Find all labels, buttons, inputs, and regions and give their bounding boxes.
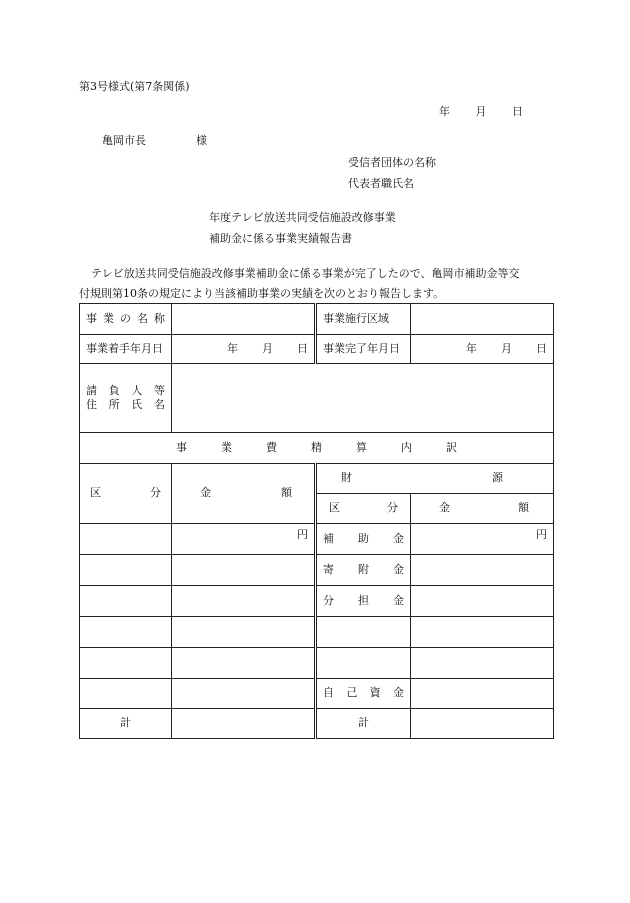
cell-amount[interactable]: 円: [172, 524, 316, 555]
cell-division[interactable]: [80, 617, 172, 648]
table-row: [80, 524, 554, 555]
field-contractor[interactable]: [172, 364, 554, 433]
label-project-name: 事 業 の 名 称: [80, 304, 172, 335]
cell-division[interactable]: [80, 679, 172, 709]
addressee: 亀岡市長: [102, 134, 146, 147]
cell-amount[interactable]: [172, 617, 316, 648]
header-funding: 財 源: [316, 464, 554, 494]
header-amount: 金 額: [172, 464, 316, 524]
cell-total-funding[interactable]: [411, 709, 554, 739]
cell-funding-amount[interactable]: [411, 617, 554, 648]
breakdown-title: 事 業 費 精 算 内 訳: [80, 433, 554, 464]
row-total: [80, 709, 554, 739]
cell-funding-division[interactable]: [316, 617, 411, 648]
row-contractor: [80, 364, 554, 433]
table-row: [80, 555, 554, 586]
cell-total-expense[interactable]: [172, 709, 316, 739]
addressee-suffix: 様: [196, 134, 207, 147]
form-number: 第3号様式(第7条関係): [79, 80, 190, 93]
table-row: [80, 648, 554, 679]
header-funding-division: 区 分: [316, 494, 411, 524]
label-total-expense: 計: [80, 709, 172, 739]
row-dates: [80, 335, 554, 364]
row-header-1: [80, 464, 554, 494]
cell-funding-division[interactable]: [316, 648, 411, 679]
report-table: [79, 303, 554, 739]
cell-own-funds-amount[interactable]: [411, 679, 554, 709]
date-year: 年: [439, 105, 450, 118]
row-breakdown-title: [80, 433, 554, 464]
cell-amount[interactable]: [172, 555, 316, 586]
field-end-date[interactable]: 年 月 日: [411, 335, 554, 364]
report-title-line2: 補助金に係る事業実績報告書: [209, 232, 352, 245]
table-row: [80, 679, 554, 709]
report-title-line1: 年度テレビ放送共同受信施設改修事業: [209, 211, 396, 224]
cell-division[interactable]: [80, 524, 172, 555]
label-donation: 寄 附 金: [316, 555, 411, 586]
field-start-date[interactable]: 年 月 日: [172, 335, 316, 364]
cell-donation-amount[interactable]: [411, 555, 554, 586]
field-project-area[interactable]: [411, 304, 554, 335]
row-project-name: [80, 304, 554, 335]
table-row: [80, 617, 554, 648]
cell-division[interactable]: [80, 648, 172, 679]
org-name-label: 受信者団体の名称: [348, 156, 436, 169]
label-own-funds: 自 己 資 金: [316, 679, 411, 709]
label-subsidy: 補 助 金: [316, 524, 411, 555]
representative-label: 代表者職氏名: [348, 177, 414, 190]
label-share: 分 担 金: [316, 586, 411, 617]
header-funding-amount: 金 額: [411, 494, 554, 524]
body-text-line1: テレビ放送共同受信施設改修事業補助金に係る事業が完了したので、亀岡市補助金等交: [91, 267, 520, 280]
field-project-name[interactable]: [172, 304, 316, 335]
cell-share-amount[interactable]: [411, 586, 554, 617]
cell-amount[interactable]: [172, 648, 316, 679]
label-start-date: 事業着手年月日: [80, 335, 172, 364]
cell-division[interactable]: [80, 586, 172, 617]
date-month: 月: [475, 105, 487, 118]
date-day: 日: [512, 105, 523, 118]
label-end-date: 事業完了年月日: [316, 335, 411, 364]
label-project-area: 事業施行区域: [316, 304, 411, 335]
cell-amount[interactable]: [172, 586, 316, 617]
cell-division[interactable]: [80, 555, 172, 586]
label-total-funding: 計: [316, 709, 411, 739]
body-text-line2: 付規則第10条の規定により当該補助事業の実績を次のとおり報告します。: [79, 287, 445, 300]
table-row: [80, 586, 554, 617]
cell-subsidy-amount[interactable]: 円: [411, 524, 554, 555]
label-contractor: 請 負 人 等 住 所 氏 名: [80, 364, 172, 433]
cell-amount[interactable]: [172, 679, 316, 709]
cell-funding-amount[interactable]: [411, 648, 554, 679]
header-division: 区 分: [80, 464, 172, 524]
submission-date: [439, 106, 523, 117]
